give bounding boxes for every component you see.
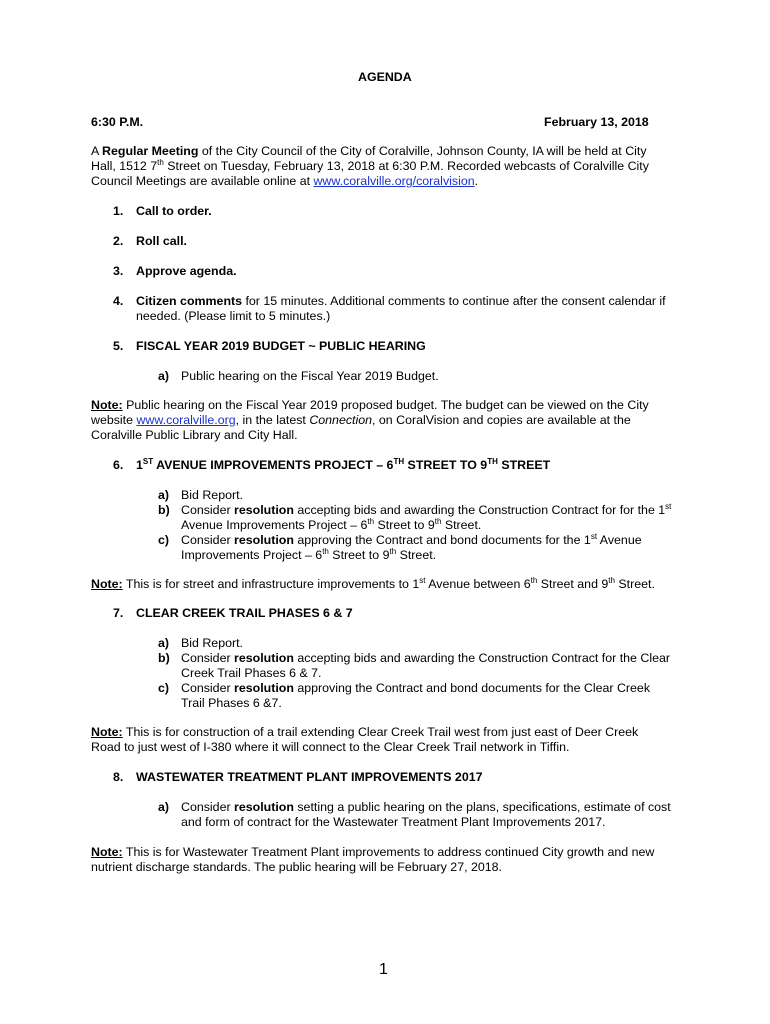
item-7b-text: Consider resolution accepting bids and awarding the Construction Contract for the Clear <box>181 651 670 665</box>
item-3-number: 3. <box>113 264 124 278</box>
meeting-date: February 13, 2018 <box>544 115 649 129</box>
item-2-text: Roll call. <box>136 234 187 248</box>
item-1-number: 1. <box>113 204 124 218</box>
item-4-number: 4. <box>113 294 124 308</box>
item-1-text: Call to order. <box>136 204 212 218</box>
item-8a-text: Consider resolution setting a public hearing on the plans, specifications, estimate of cost <box>181 800 671 814</box>
item-7-title: CLEAR CREEK TRAIL PHASES 6 & 7 <box>136 606 353 620</box>
item-3-text: Approve agenda. <box>136 264 237 278</box>
item-6-number: 6. <box>113 458 124 472</box>
note-label: Note: <box>91 845 123 859</box>
item-7-number: 7. <box>113 606 124 620</box>
item-8-title: WASTEWATER TREATMENT PLANT IMPROVEMENTS 2017 <box>136 770 483 784</box>
note-5-line-1: Note: Public hearing on the Fiscal Year 2019 proposed budget. The budget can be viewed on the City <box>91 398 649 412</box>
item-6c-label: c) <box>158 533 170 547</box>
item-7c-label: c) <box>158 681 170 695</box>
item-6a-label: a) <box>158 488 170 502</box>
item-5-title: FISCAL YEAR 2019 BUDGET ~ PUBLIC HEARING <box>136 339 426 353</box>
page-title: AGENDA <box>358 70 412 84</box>
item-6-title: 1ST AVENUE IMPROVEMENTS PROJECT – 6TH STREET TO 9TH STREET <box>136 456 551 472</box>
item-4-text: Citizen comments for 15 minutes. Additional comments to continue after the consent calendar if <box>136 294 666 308</box>
meeting-time: 6:30 P.M. <box>91 115 144 129</box>
item-7c-text: Consider resolution approving the Contract and bond documents for the Clear Creek <box>181 681 651 695</box>
item-7c-text-line-2: Trail Phases 6 &7. <box>181 696 282 710</box>
item-7b-label: b) <box>158 651 170 665</box>
item-8a-label: a) <box>158 800 170 814</box>
item-6c-text-line-2: Improvements Project – 6th Street to 9th Street. <box>181 546 437 562</box>
item-5-number: 5. <box>113 339 124 353</box>
intro-line-1: A Regular Meeting of the City Council of the City of Coralville, Johnson County, IA will be held at City <box>91 144 647 158</box>
note-label: Note: <box>91 725 123 739</box>
intro-line-3: Council Meetings are available online at www.coralville.org/coralvision. <box>91 174 479 188</box>
item-6b-text-line-2: Avenue Improvements Project – 6th Street to 9th Street. <box>181 516 482 532</box>
item-2-number: 2. <box>113 234 124 248</box>
item-8-number: 8. <box>113 770 124 784</box>
item-8a-text-line-2: and form of contract for the Wastewater Treatment Plant Improvements 2017. <box>181 815 606 829</box>
intro-line-2: Hall, 1512 7th Street on Tuesday, February 13, 2018 at 6:30 P.M. Recorded webcasts of Coralville City <box>91 157 649 173</box>
note-8-line-2: nutrient discharge standards. The public hearing will be February 27, 2018. <box>91 860 502 874</box>
item-7a-text: Bid Report. <box>181 636 243 650</box>
item-6c-text: Consider resolution approving the Contract and bond documents for the 1st Avenue <box>181 531 642 547</box>
note-5-line-3: Coralville Public Library and City Hall. <box>91 428 298 442</box>
note-7-line-2: Road to just west of I-380 where it will connect to the Clear Creek Trail network in Tiffin. <box>91 740 570 754</box>
item-5a-label: a) <box>158 369 170 383</box>
coralville-website-link[interactable]: www.coralville.org <box>136 413 236 427</box>
note-label: Note: <box>91 577 123 591</box>
note-7-line-1: Note: This is for construction of a trail extending Clear Creek Trail west from just east of Deer Creek <box>91 725 639 739</box>
item-5a-text: Public hearing on the Fiscal Year 2019 Budget. <box>181 369 439 383</box>
note-label: Note: <box>91 398 123 412</box>
item-6b-text: Consider resolution accepting bids and awarding the Construction Contract for for the 1st <box>181 501 672 517</box>
note-6: Note: This is for street and infrastructure improvements to 1st Avenue between 6th Street and 9th Street. <box>91 575 655 591</box>
note-5-line-2: website www.coralville.org, in the latest Connection, on CoralVision and copies are available at the <box>91 413 631 427</box>
item-4-text-line-2: needed. (Please limit to 5 minutes.) <box>136 309 331 323</box>
item-7a-label: a) <box>158 636 170 650</box>
coralvision-link[interactable]: www.coralville.org/coralvision <box>313 174 475 188</box>
page-number: 1 <box>379 961 388 978</box>
item-6b-label: b) <box>158 503 170 517</box>
note-8-line-1: Note: This is for Wastewater Treatment Plant improvements to address continued City growth and new <box>91 845 655 859</box>
item-6a-text: Bid Report. <box>181 488 243 502</box>
item-7b-text-line-2: Creek Trail Phases 6 & 7. <box>181 666 322 680</box>
